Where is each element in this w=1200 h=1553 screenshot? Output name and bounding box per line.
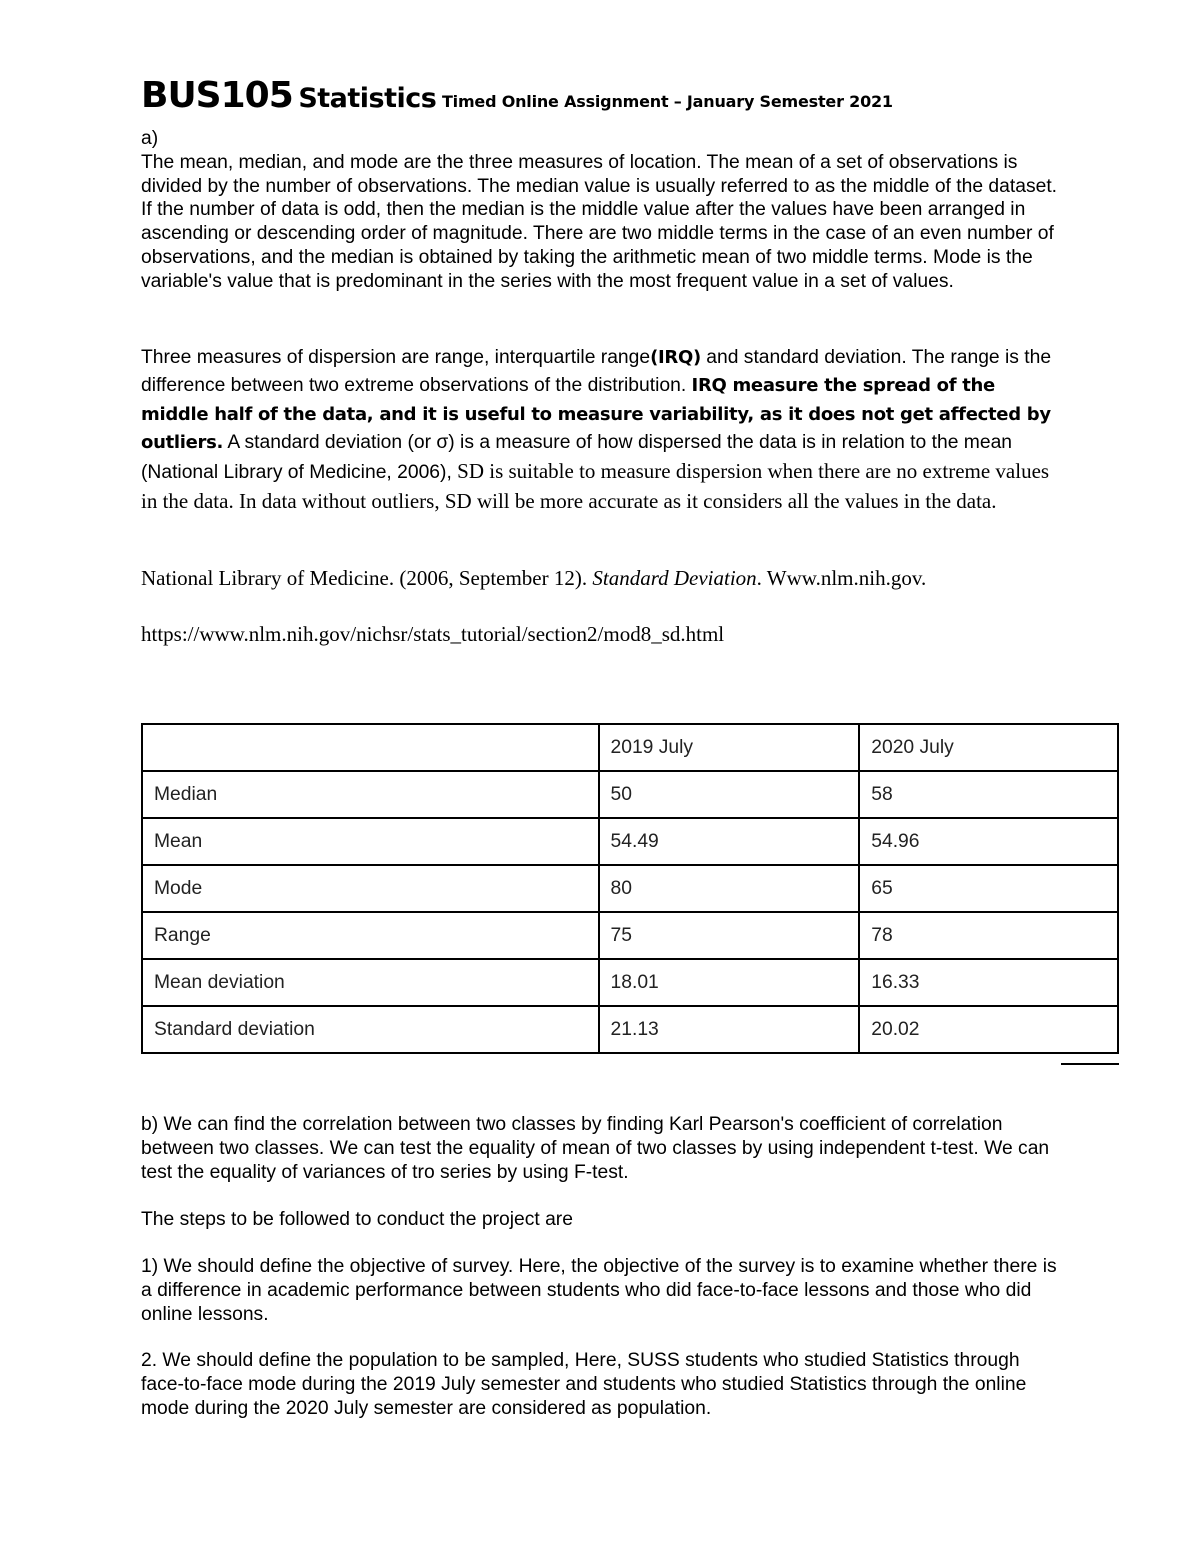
table-row [142, 771, 1118, 818]
row-label: Mean deviation [142, 959, 599, 1006]
value-2019: 75 [599, 912, 860, 959]
value-2019: 54.49 [599, 818, 860, 865]
document-title [141, 75, 893, 116]
header-cell-empty [142, 724, 599, 771]
subject-name: Statistics [298, 83, 437, 114]
value-2020: 16.33 [859, 959, 1118, 1006]
reference-suffix: . Www.nlm.nih.gov. [756, 566, 927, 590]
assignment-subtitle: Timed Online Assignment – January Semester 2021 [441, 92, 893, 111]
measures-of-dispersion-paragraph [141, 344, 1066, 518]
row-label: Range [142, 912, 599, 959]
course-code: BUS105 [141, 75, 293, 116]
steps-intro: The steps to be followed to conduct the project are [141, 1209, 573, 1230]
table-row [142, 818, 1118, 865]
value-2020: 78 [859, 912, 1118, 959]
value-2020: 54.96 [859, 818, 1118, 865]
value-2020: 58 [859, 771, 1118, 818]
table-row [142, 912, 1118, 959]
measures-of-location-paragraph: The mean, median, and mode are the three measures of location. The mean of a set of observations is divided by the number of observations. The median value is usually referred to as the middle of the dataset. If the number of data is odd, then the median is the middle value after the values have been arranged in ascending or descending order of magnitude. There are two middle terms in the case of an even number of observations, and the median is obtained by taking the arithmetic mean of two middle terms. Mode is the variable's value that is predominant in the series with the most frequent value in a set of values. [141, 151, 1058, 292]
header-cell-2020-july: 2020 July [859, 724, 1118, 771]
header-cell-2019-july: 2019 July [599, 724, 860, 771]
row-label: Median [142, 771, 599, 818]
irq-abbreviation: (IRQ) [650, 347, 701, 368]
table-row [142, 959, 1118, 1006]
reference-citation [141, 564, 1071, 592]
irq-bold-statement: IRQ measure the spread of the middle half of the data, and it is useful to measure variability, as it does not get affected by outliers. [141, 375, 1051, 453]
dispersion-text-1: Three measures of dispersion are range, interquartile range [141, 347, 651, 368]
reference-url: https://www.nlm.nih.gov/nichsr/stats_tutorial/section2/mod8_sd.html [141, 622, 725, 646]
part-b-paragraph: b) We can find the correlation between two classes by finding Karl Pearson's coefficient of correlation between two classes. We can test the equality of mean of two classes by using independent t-test. We can test the equality of variances of tro series by using F-test. [141, 1114, 1050, 1183]
table-row [142, 865, 1118, 912]
table-row [142, 1006, 1118, 1053]
sd-serif-statement: SD is suitable to measure dispersion when there are no extreme values in the data. In data without outliers, SD will be more accurate as it considers all the values in the data. [141, 459, 1050, 514]
reference-title: Standard Deviation [592, 566, 757, 590]
value-2020: 65 [859, 865, 1118, 912]
reference-prefix: National Library of Medicine. (2006, September 12). [141, 566, 593, 590]
part-a-label: a) [141, 128, 159, 149]
table-border-mark [1061, 1063, 1119, 1065]
value-2019: 50 [599, 771, 860, 818]
part-a-section [141, 127, 1071, 294]
dispersion-text-2: and standard deviation. The range is the difference between two extreme observations of the distribution. [141, 347, 1052, 397]
row-label: Mode [142, 865, 599, 912]
value-2019: 18.01 [599, 959, 860, 1006]
row-label: Mean [142, 818, 599, 865]
row-label: Standard deviation [142, 1006, 599, 1053]
statistics-table [141, 723, 1119, 1054]
table-header-row [142, 724, 1118, 771]
value-2020: 20.02 [859, 1006, 1118, 1053]
step-2-paragraph: 2. We should define the population to be sampled, Here, SUSS students who studied Statistics through face-to-face mode during the 2019 July semester and students who studied Statistics through the online mode during the 2020 July semester are considered as population. [141, 1350, 1027, 1419]
value-2019: 21.13 [599, 1006, 860, 1053]
step-1-paragraph: 1) We should define the objective of survey. Here, the objective of the survey is to examine whether there is a difference in academic performance between students who did face-to-face lessons and those who did online lessons. [141, 1256, 1057, 1325]
dispersion-text-3: A standard deviation (or σ) is a measure of how dispersed the data is in relation to the mean (National Library of Medicine, 2006), [141, 431, 1013, 484]
value-2019: 80 [599, 865, 860, 912]
